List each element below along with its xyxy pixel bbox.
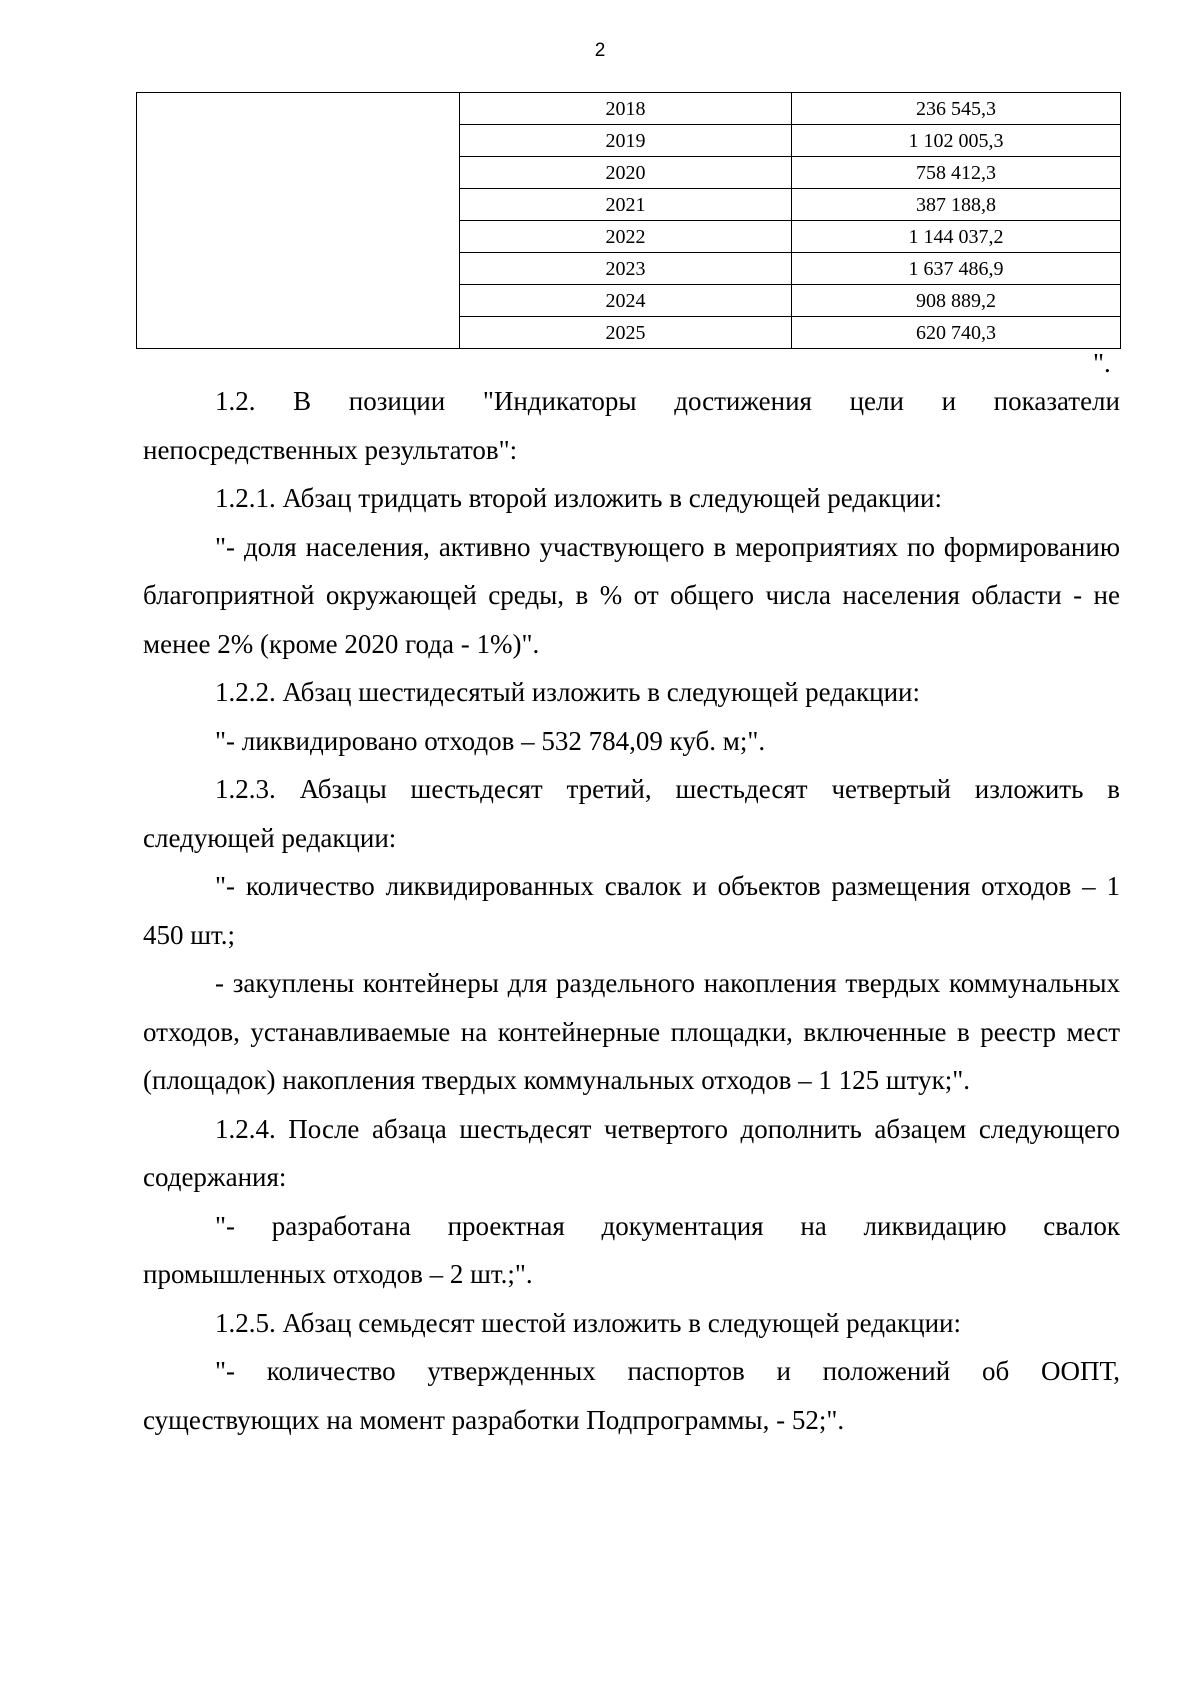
table-cell-amount: 236 545,3 [792,93,1121,125]
table-merged-blank-cell [137,93,460,349]
paragraph-1-2-3: 1.2.3. Абзацы шестьдесят третий, шестьдесят четвертый изложить в следующей редакции: [143,774,1120,853]
table-cell-year: 2020 [460,157,792,189]
paragraph-1-2-1: 1.2.1. Абзац тридцать второй изложить в следующей редакции: [215,483,943,513]
table-cell-year: 2021 [460,189,792,221]
paragraph-quote-waste-liquidated: "- ликвидировано отходов – 532 784,09 куб. м;". [215,725,766,756]
table-closing-quote: ". [1093,348,1111,378]
document-body [143,377,1120,1444]
paragraph-quote-oopt-passports: "- количество утвержденных паспортов и положений об ООПТ, существующих на момент разработки Подпрограммы, - 52;". [143,1356,1120,1435]
paragraph-1-2-2: 1.2.2. Абзац шестидесятый изложить в следующей редакции: [215,677,920,707]
table-cell-year: 2019 [460,125,792,157]
paragraph-quote-containers-purchased: - закуплены контейнеры для раздельного накопления твердых коммунальных отходов, устанавливаемые на контейнерные площадки, включенные в реестр мест (площадок) накопления твердых коммунальных отходов – 1 125 штук;". [143,968,1120,1095]
paragraph-1-2-5: 1.2.5. Абзац семьдесят шестой изложить в следующей редакции: [215,1307,961,1338]
table-cell-amount: 620 740,3 [792,317,1121,349]
paragraph-1-2-4: 1.2.4. После абзаца шестьдесят четвертого дополнить абзацем следующего содержания: [143,1113,1120,1192]
table-cell-amount: 387 188,8 [792,189,1121,221]
table-cell-year: 2025 [460,317,792,349]
paragraph-1-2: 1.2. В позиции "Индикаторы достижения цели и показатели непосредственных результатов": [143,386,1120,465]
paragraph-quote-dumps-liquidated: "- количество ликвидированных свалок и объектов размещения отходов – 1 450 шт.; [143,871,1120,950]
table-cell-amount: 908 889,2 [792,285,1121,317]
table-cell-amount: 758 412,3 [792,157,1121,189]
table-cell-amount: 1 637 486,9 [792,253,1121,285]
paragraph-quote-design-documentation: "- разработана проектная документация на ликвидацию свалок промышленных отходов – 2 шт.;". [143,1210,1120,1289]
paragraph-quote-population-share: "- доля населения, активно участвующего в мероприятиях по формированию благоприятной окружающей среды, в % от общего числа населения области - не менее 2% (кроме 2020 года - 1%)". [143,531,1120,659]
table-cell-amount: 1 144 037,2 [792,221,1121,253]
table-cell-year: 2018 [460,93,792,125]
page-number: 2 [594,40,606,61]
table-cell-year: 2024 [460,285,792,317]
table-cell-year: 2023 [460,253,792,285]
table-row [137,93,1121,125]
table-cell-amount: 1 102 005,3 [792,125,1121,157]
table-cell-year: 2022 [460,221,792,253]
funding-table [136,92,1121,349]
